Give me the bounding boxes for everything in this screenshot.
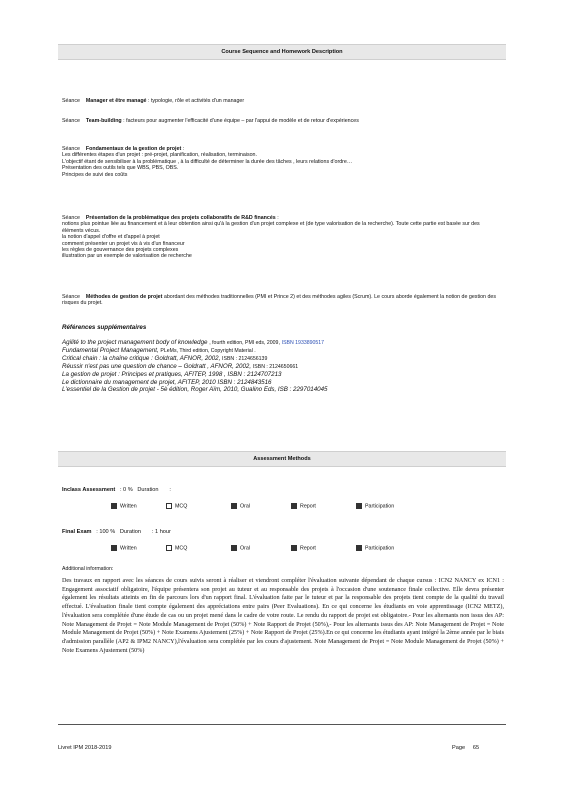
- checkbox-icon: [231, 545, 237, 551]
- checkbox-icon: [291, 545, 297, 551]
- reference-item: [62, 363, 507, 371]
- section-text: :: [182, 146, 185, 152]
- final-option-report[interactable]: [291, 545, 316, 551]
- inclass-duration: :: [169, 487, 171, 493]
- footer-page: [452, 745, 479, 751]
- references-heading: Références supplémentaires: [62, 324, 147, 331]
- section-fondamentaux: [62, 146, 502, 178]
- option-label: Oral: [240, 503, 251, 510]
- reference-title: Fundamental Project Management,: [62, 347, 159, 355]
- section-label: Séance: [62, 294, 80, 300]
- section-team-building: [62, 118, 502, 124]
- checkbox-icon: [356, 503, 362, 509]
- section-line: les règles de gouvernance des projets complexes: [62, 247, 179, 254]
- option-label: Report: [300, 503, 316, 510]
- course-sequence-title: Course Sequence and Homework Description: [221, 49, 343, 55]
- option-label: Oral: [240, 545, 251, 552]
- section-label: Séance: [62, 215, 80, 221]
- final-option-participation[interactable]: [356, 545, 394, 551]
- reference-item: [62, 379, 507, 386]
- footer-divider: [58, 724, 506, 725]
- reference-detail: ISBN : 2124656139: [222, 356, 268, 363]
- section-label: Séance: [62, 98, 80, 104]
- section-line: illustration par un exemple de valorisation de recherche: [62, 253, 192, 260]
- reference-item: [62, 355, 507, 363]
- section-text: :: [277, 215, 279, 221]
- inclass-option-mcq[interactable]: [166, 503, 187, 509]
- section-line: comment présenter un projet vis à vis d'un financeur: [62, 240, 185, 247]
- final-row: [62, 529, 171, 535]
- inclass-option-written[interactable]: [111, 503, 137, 509]
- footer-left: Livret IPM 2018-2019: [58, 745, 112, 751]
- final-duration-label: Duration: [119, 529, 142, 535]
- option-label: Participation: [365, 545, 395, 552]
- section-text: : facteurs pour augmenter l'efficacité d'une équipe – par l'appui de modèle et de retour d'expériences: [123, 118, 359, 124]
- inclass-option-oral[interactable]: [231, 503, 250, 509]
- inclass-row: [62, 487, 171, 493]
- section-line: la notion d'appel d'offre et d'appel à projet: [62, 234, 160, 241]
- section-text: : typologie, rôle et activités d'un manager: [148, 98, 245, 104]
- final-option-mcq[interactable]: [166, 545, 187, 551]
- section-text: abordant des méthodes traditionnelles (PMI et Prince 2) et des méthodes agiles (Scrum). Le cours aborde également la notion de gestion des risques du projet.: [62, 294, 497, 307]
- checkbox-icon: [231, 503, 237, 509]
- page-number: 65: [472, 745, 480, 751]
- inclass-option-report[interactable]: [291, 503, 316, 509]
- inclass-duration-label: Duration: [137, 487, 159, 493]
- checkbox-icon: [166, 503, 172, 509]
- assessment-title: Assessment Methods: [253, 456, 311, 462]
- final-percent: : 100 %: [96, 529, 116, 535]
- checkbox-icon: [291, 503, 297, 509]
- checkbox-icon: [111, 503, 117, 509]
- course-sequence-header: [58, 44, 506, 60]
- assessment-paragraph: Des travaux en rapport avec les séances de cours suivis seront à réaliser et viendront compléter l'évaluation suivante dépendant de chaque cursus : ICN2 NANCY ex ICN1 : Engagement associatif obligatoire, l'équipe présentera son projet au tuteur et au responsable des projets à l'occasion d'une soutenance finale collective. Elle devra présenter également les résultats atteints en fin de parcours lors d'un rapport final. L'évaluation faite par le tuteur et par la responsable des projets tient compte de la qualité du travail effectué. L'évaluation finale tient compte également des appréciations entre pairs (Peer Evaluations). En ce qui concerne les étudiants en voie apprentissage (ICN2 METZ), l'évaluation sera complétée d'une étude de cas ou un projet mené dans le cadre de votre route. Le rendu du rapport de projet est obligatoire.- Pour les alternants non issus des AP: Note Management de Projet = Note Module Management de Projet (50%) + Note Rapport de Projet (50%),- Pour les alternants issus des AP: Note Management de Projet = Note Module Management de Projet (50%) + Note Examens Ajustement (25%) + Note Rapport de Projet (25%).En ce qui concerne les étudiants ayant intégré la 2ème année par le biais d'admission parallèle (AP2 & IPM2 NANCY),l'évaluation sera complétée par les cours d'ajustement. Note Management de Projet = Note Module Management de Projet (50%) + Note Examens Ajustement (50%): [62, 578, 504, 654]
- section-title: Fondamentaux de la gestion de projet: [85, 146, 182, 152]
- section-title: Team-building: [85, 118, 122, 124]
- reference-title: Le dictionnaire du management de projet, AFITEP, 2010 ISBN : 2124843516: [62, 378, 272, 386]
- final-option-written[interactable]: [111, 545, 137, 551]
- reference-isbn: ISBN 1933890517: [281, 340, 325, 347]
- reference-item: [62, 371, 507, 378]
- section-line: L'objectif étant de sensibiliser à la problématique , à la difficulté de déterminer la durée des tâches , leurs relations d'ordre…: [62, 158, 353, 165]
- reference-title: Critical chain : la chaîne critique : Goldratt, AFNOR, 2002,: [62, 355, 221, 363]
- final-duration: : 1 hour: [151, 529, 171, 535]
- inclass-option-participation[interactable]: [356, 503, 394, 509]
- section-manager: [62, 98, 502, 104]
- section-line: notions plus pointue liée au financement et à leur obtention ainsi qu'à la gestion d'un projet complexe et (de type valorisation de la recherche). Toute cette partie est basée sur des éléments vécus.: [62, 221, 480, 234]
- additional-information-label: Additional information:: [62, 566, 114, 572]
- option-label: Written: [120, 503, 137, 510]
- option-label: Report: [300, 545, 316, 552]
- inclass-label: Inclass Assessment: [62, 487, 116, 493]
- section-label: Séance: [62, 146, 80, 152]
- references: [62, 324, 507, 393]
- reference-item: [62, 339, 507, 347]
- checkbox-icon: [111, 545, 117, 551]
- section-line: Présentation des outils tels que WBS, PBS, OBS.: [62, 165, 179, 172]
- reference-detail: , fourth edition, PMI eds, 2009,: [209, 340, 280, 347]
- reference-title: La gestion de projet : Principes et pratiques, AFITEP, 1998 , ISBN : 2124707213: [62, 371, 282, 379]
- reference-detail: ISBN : 2124650661: [252, 364, 299, 371]
- option-label: Participation: [365, 503, 395, 510]
- reference-title: Agilité to the project management body of knowledge: [62, 339, 208, 347]
- checkbox-icon: [356, 545, 362, 551]
- option-label: MCQ: [175, 545, 188, 552]
- reference-item: [62, 347, 507, 355]
- checkbox-icon: [166, 545, 172, 551]
- section-line: Principes de suivi des coûts: [62, 171, 128, 178]
- section-title: Présentation de la problématique des projets collaboratifs de R&D financés: [85, 215, 276, 221]
- option-label: Written: [120, 545, 137, 552]
- reference-title: Réussir n'est pas une question de chance – Goldratt , AFNOR, 2002,: [62, 363, 252, 371]
- section-title: Manager et être managé: [85, 98, 147, 104]
- section-projets-rd: [62, 215, 502, 260]
- inclass-percent: : 0 %: [119, 487, 133, 493]
- assessment-header: [58, 451, 506, 467]
- final-label: Final Exam: [62, 529, 92, 535]
- reference-detail: PLeMs, Third edition, Copyright Material .: [160, 348, 256, 355]
- reference-item: [62, 386, 507, 393]
- option-label: MCQ: [175, 503, 188, 510]
- section-label: Séance: [62, 118, 80, 124]
- reference-title: L'essentiel de la Gestion de projet - 5è édition, Roger Aïm, 2010, Gualino Eds, ISB : 2297014045: [62, 385, 328, 393]
- section-title: Méthodes de gestion de projet: [85, 294, 163, 300]
- section-methodes: [62, 294, 502, 307]
- page-label: Page: [452, 745, 466, 751]
- section-line: Les différentes étapes d'un projet : pré-projet, planification, réalisation, terminaison.: [62, 152, 257, 159]
- final-option-oral[interactable]: [231, 545, 250, 551]
